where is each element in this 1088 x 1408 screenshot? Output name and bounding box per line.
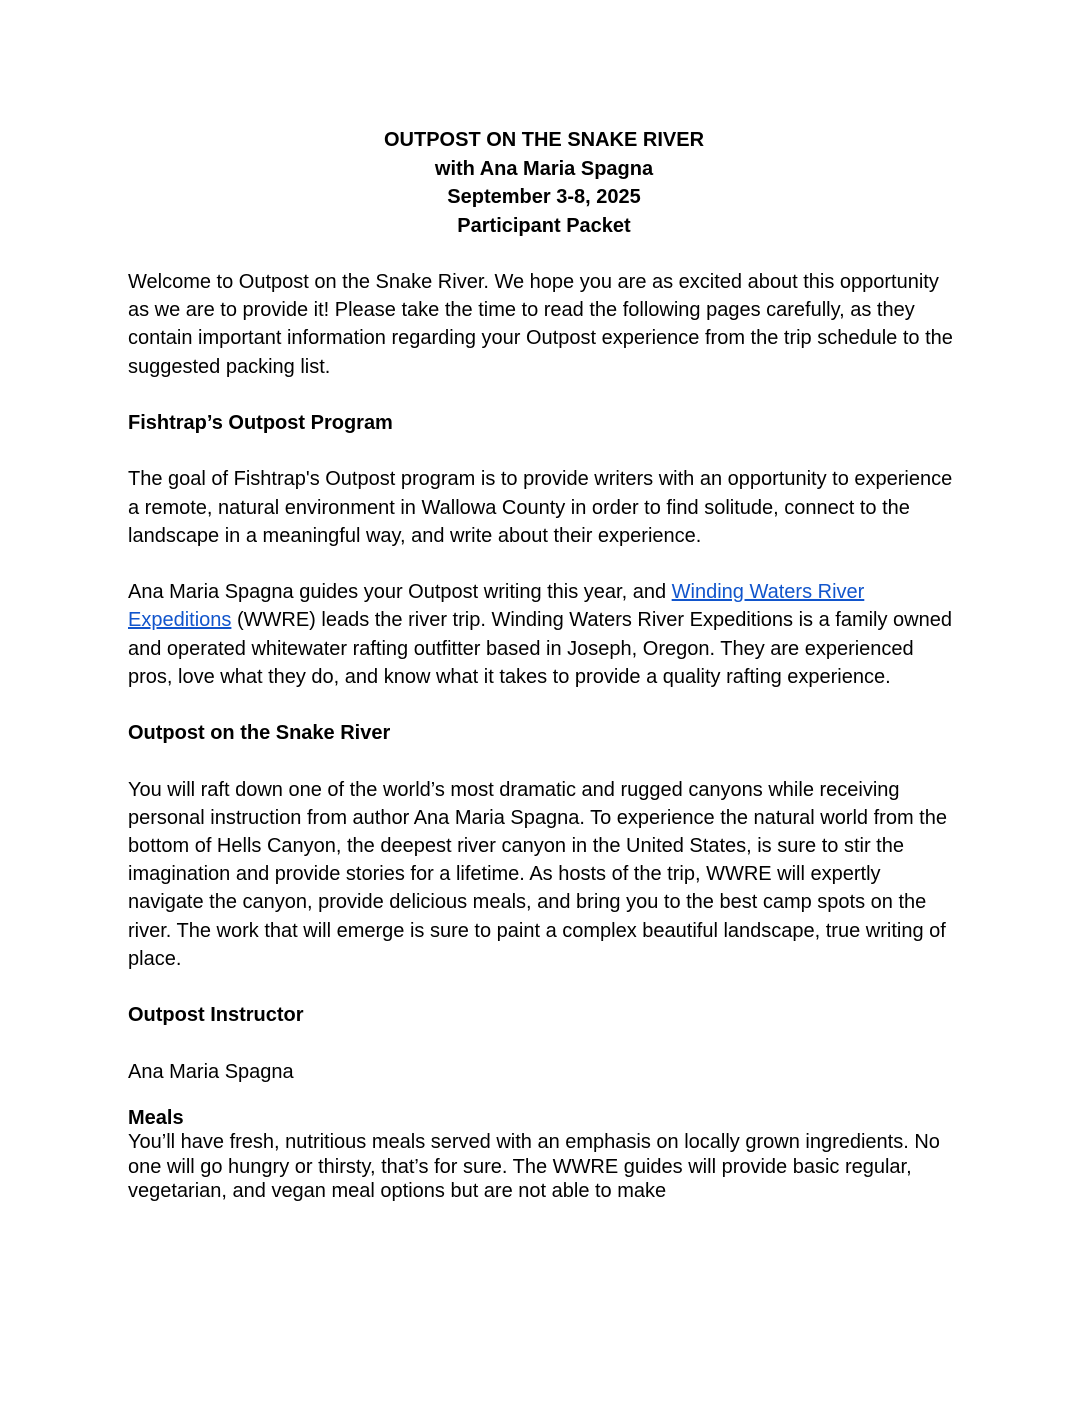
- title-line-2: with Ana Maria Spagna: [434, 157, 654, 180]
- meals-paragraph: You’ll have fresh, nutritious meals served with an emphasis on locally grown ingredients. No one will go hungry or thirsty, that’s for sure. The WWRE guides will provide basic regular, vegetarian, and vegan meal options but are not able to make: [128, 1131, 940, 1203]
- program-paragraph-1: The goal of Fishtrap's Outpost program is to provide writers with an opportunity to experience a remote, natural environment in Wallowa County in order to find solitude, connect to the landscape in a meaningful way, and write about their experience.: [128, 468, 953, 547]
- title-line-1: OUTPOST ON THE SNAKE RIVER: [383, 129, 705, 151]
- document-body: [128, 268, 958, 1204]
- section-heading-snake-river: Outpost on the Snake River: [128, 722, 391, 745]
- winding-waters-link[interactable]: Winding Waters River Expeditions: [128, 581, 865, 632]
- document-title: [0, 126, 1088, 240]
- title-line-3: September 3-8, 2025: [447, 186, 641, 208]
- program-p2-text-after: (WWRE) leads the river trip. Winding Waters River Expeditions is a family owned and operated whitewater rafting outfitter based in Joseph, Oregon. They are experienced pros, love what they do, and know what it takes to provide a quality rafting experience.: [128, 609, 952, 688]
- title-line-4: Participant Packet: [457, 214, 631, 237]
- instructor-name: Ana Maria Spagna: [128, 1060, 294, 1083]
- program-p2-text-before: Ana Maria Spagna guides your Outpost writing this year, and: [128, 581, 672, 604]
- intro-paragraph: Welcome to Outpost on the Snake River. We hope you are as excited about this opportunity as we are to provide it! Please take the time to read the following pages carefully, as they contain important information regarding your Outpost experience from the trip schedule to the suggested packing list.: [128, 271, 953, 378]
- section-heading-instructor: Outpost Instructor: [128, 1004, 304, 1027]
- program-paragraph-2: [128, 578, 958, 691]
- section-heading-meals: Meals: [128, 1106, 184, 1129]
- snake-river-paragraph: You will raft down one of the world’s most dramatic and rugged canyons while receiving personal instruction from author Ana Maria Spagna. To experience the natural world from the bottom of Hells Canyon, the deepest river canyon in the United States, is sure to stir the imagination and provide stories for a lifetime. As hosts of the trip, WWRE will expertly navigate the canyon, provide delicious meals, and bring you to the best camp spots on the river. The work that will emerge is sure to paint a complex beautiful landscape, true writing of place.: [128, 778, 947, 970]
- section-heading-program: Fishtrap’s Outpost Program: [128, 412, 393, 434]
